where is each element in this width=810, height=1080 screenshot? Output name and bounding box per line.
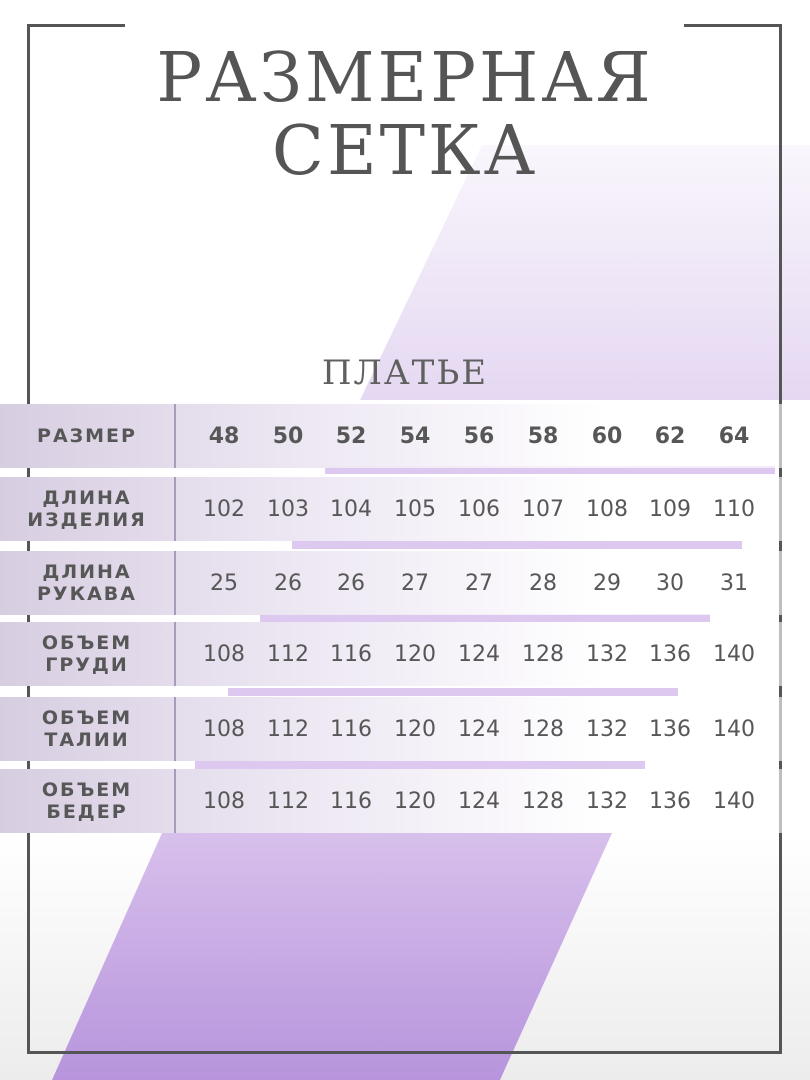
table-cell: 132 [586, 788, 628, 814]
table-cell: 128 [522, 716, 564, 742]
table-cell: 116 [330, 716, 372, 742]
table-cell: 136 [649, 641, 691, 667]
size-header-cell: 58 [527, 423, 559, 449]
table-cell: 27 [465, 570, 493, 596]
frame-top-left [27, 24, 125, 27]
table-cell: 128 [522, 788, 564, 814]
size-header-cell: 60 [591, 423, 623, 449]
table-cell: 108 [203, 788, 245, 814]
table-cell: 30 [656, 570, 684, 596]
size-header-cell: 64 [718, 423, 750, 449]
row-label-cell [0, 551, 174, 615]
table-cell: 140 [713, 641, 755, 667]
row-label-cell [0, 697, 174, 761]
size-header-cell: 54 [399, 423, 431, 449]
table-cell: 102 [203, 496, 245, 522]
row-label-cell [0, 769, 174, 833]
page-title-line-1: РАЗМЕРНАЯ [156, 39, 654, 118]
table-cell: 106 [458, 496, 500, 522]
table-cell: 140 [713, 716, 755, 742]
table-cell: 110 [713, 496, 755, 522]
column-divider [174, 697, 176, 761]
column-divider [174, 404, 176, 468]
table-row-chest [0, 622, 810, 686]
table-cell: 105 [394, 496, 436, 522]
table-cell: 108 [586, 496, 628, 522]
table-cell: 25 [210, 570, 238, 596]
table-cell: 132 [586, 716, 628, 742]
table-cell: 28 [529, 570, 557, 596]
table-cell: 31 [720, 570, 748, 596]
table-cell: 104 [330, 496, 372, 522]
row-label-line: ДЛИНА [42, 487, 132, 509]
table-cell: 116 [330, 641, 372, 667]
table-cell: 136 [649, 788, 691, 814]
table-cell: 26 [274, 570, 302, 596]
row-stripe [228, 688, 678, 696]
row-label-cell [0, 622, 174, 686]
table-cell: 108 [203, 641, 245, 667]
table-cell: 108 [203, 716, 245, 742]
frame-top-right [684, 24, 782, 27]
table-cell: 26 [337, 570, 365, 596]
size-header-cell: 48 [208, 423, 240, 449]
table-cell: 27 [401, 570, 429, 596]
row-label-line: ОБЪЕМ [41, 632, 133, 654]
garment-type-heading: ПЛАТЬЕ [321, 353, 489, 393]
row-label-line: ОБЪЕМ [41, 779, 133, 801]
table-cell: 132 [586, 641, 628, 667]
table-header-row [0, 404, 810, 468]
column-divider [174, 477, 176, 541]
row-label-line: ОБЪЕМ [41, 707, 133, 729]
table-cell: 29 [593, 570, 621, 596]
row-label-line: ГРУДИ [45, 654, 129, 676]
frame-bottom [27, 1051, 782, 1054]
size-header-cell: 52 [335, 423, 367, 449]
header-label-cell [0, 404, 174, 468]
row-stripe [260, 614, 710, 622]
column-divider [174, 622, 176, 686]
size-header-cell: 62 [654, 423, 686, 449]
row-label-line: РУКАВА [37, 583, 137, 605]
table-cell: 124 [458, 788, 500, 814]
table-cell: 140 [713, 788, 755, 814]
table-cell: 124 [458, 641, 500, 667]
table-cell: 116 [330, 788, 372, 814]
header-label: РАЗМЕР [37, 425, 137, 447]
row-label-line: БЕДЕР [46, 801, 128, 823]
table-cell: 124 [458, 716, 500, 742]
row-label-cell [0, 477, 174, 541]
row-label-line: ИЗДЕЛИЯ [27, 509, 147, 531]
table-cell: 112 [267, 716, 309, 742]
table-cell: 136 [649, 716, 691, 742]
table-cell: 128 [522, 641, 564, 667]
table-cell: 109 [649, 496, 691, 522]
table-cell: 112 [267, 641, 309, 667]
table-cell: 112 [267, 788, 309, 814]
column-divider [174, 769, 176, 833]
table-cell: 120 [394, 641, 436, 667]
column-divider [174, 551, 176, 615]
table-cell: 120 [394, 788, 436, 814]
size-header-cell: 50 [272, 423, 304, 449]
table-row-sleeve-length [0, 551, 810, 615]
row-label-line: ДЛИНА [42, 561, 132, 583]
row-stripe [292, 541, 742, 549]
table-cell: 103 [267, 496, 309, 522]
table-row-waist [0, 697, 810, 761]
table-row-hips [0, 769, 810, 833]
row-label-line: ТАЛИИ [44, 729, 130, 751]
table-cell: 120 [394, 716, 436, 742]
table-cell: 107 [522, 496, 564, 522]
table-row-product-length [0, 477, 810, 541]
row-stripe [195, 761, 645, 769]
size-header-cell: 56 [463, 423, 495, 449]
page-title-line-2: СЕТКА [271, 112, 539, 191]
